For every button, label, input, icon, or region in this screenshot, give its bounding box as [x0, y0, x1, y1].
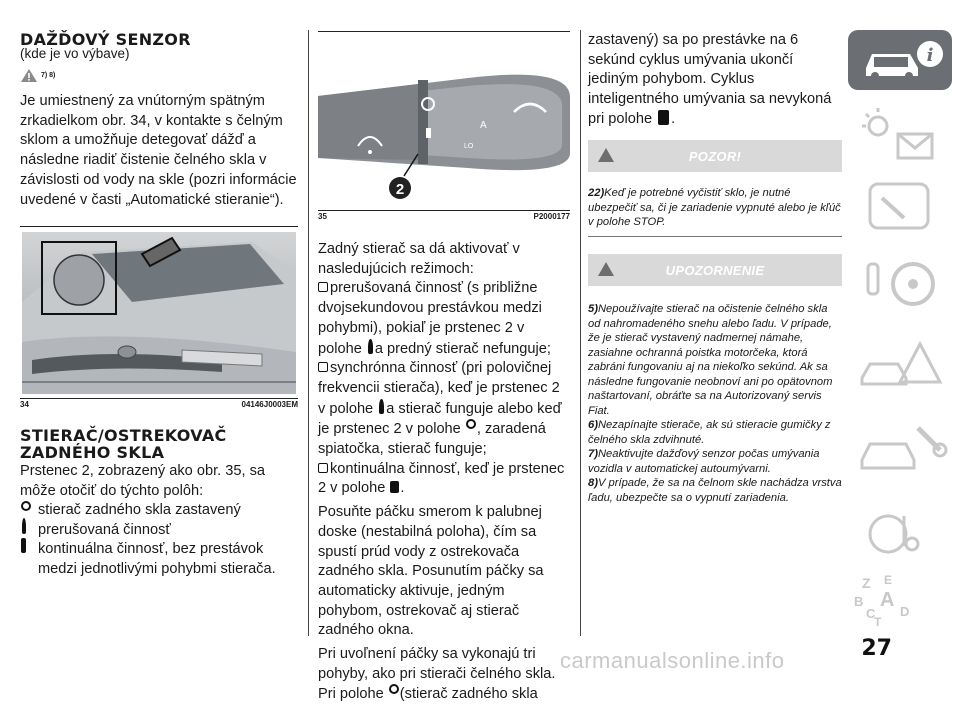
- rear-washer-text: Posuňte páčku smerom k palubnej doske (nestabilná poloha), čím sa spustí prúd vody z ostrekovača zadného skla. Posunutím páčky sa automaticky aktivuje, jedným pohybom, ostrekovač aj stierač zadného okna.: [318, 504, 544, 639]
- rain-sensor-refs: [20, 67, 55, 83]
- callout-2: 2: [395, 181, 405, 198]
- rain-sensor-subtitle: (kde je vo výbave): [20, 46, 130, 61]
- tab-warning-lights[interactable]: [848, 100, 952, 172]
- column-divider-2: [580, 30, 581, 636]
- lever-mark-lo: LO: [464, 143, 474, 150]
- caution-note-6: 6)Nezapínajte stierače, ak sú stieracie gumičky z čelného skla zdvihnuté.: [588, 419, 831, 446]
- car-wrench-icon: [848, 410, 952, 488]
- figure-34-code: 04146J0003EM: [241, 400, 298, 409]
- smart-wash-text: zastavený) sa po prestávke na 6 sekúnd cyklus umývania ukončí jediným pohybom. Cyklus inteligentného umývania sa nevykoná pri polohe .: [588, 32, 832, 127]
- svg-text:T: T: [874, 615, 882, 629]
- svg-text:Z: Z: [862, 575, 871, 591]
- figure-34-caption: [20, 398, 298, 409]
- watermark: carmanualsonline.info: [560, 648, 785, 673]
- index-letters-icon: [848, 572, 952, 628]
- tab-starting-driving[interactable]: [848, 246, 952, 322]
- caution-notes: [588, 302, 842, 505]
- ring-continuous-icon: [21, 538, 26, 553]
- figure-34-frame: [20, 226, 298, 227]
- rear-wiper-modes-intro: Zadný stierač sa dá aktivovať v nasledujúcich režimoch:: [318, 241, 520, 277]
- figure-35-number: 35: [318, 212, 327, 221]
- ring-off-icon: [389, 684, 399, 694]
- wiper-title-line2: ZADNÉHO SKLA: [20, 443, 165, 462]
- mode-stop: stierač zadného skla zastavený: [20, 501, 298, 521]
- warning-triangle-icon: [598, 148, 614, 162]
- wiper-title-line1: STIERAČ/OSTREKOVAČ: [20, 426, 227, 445]
- figure-35-code: P2000177: [533, 212, 570, 221]
- car-info-icon: [848, 30, 952, 90]
- caution-header: [588, 254, 842, 286]
- tab-maintenance[interactable]: [848, 410, 952, 488]
- caution-note-5: 5)Nepoužívajte stierač na očistenie čelného skla od nahromadeného snehu alebo ľadu. V prípade, že je stierač vystavený nadmernej námahe, zasiahne ochranná poistka motorčeka, ktorá zabráni fungovaniu aj na niekoľko sekúnd. Ak sa následne fungovanie neobnoví ani po opätovnom naštartovaní, obráťte sa na Autorizovaný servis Fiat.: [588, 303, 833, 417]
- multimedia-icon: [848, 496, 952, 572]
- checkbox-bullet-icon: [318, 463, 328, 473]
- rear-wiper-mode-1: prerušovaná činnosť (s približne dvojsekundovou prestávkou medzi pohybmi), pokiaľ je prstenec 2 v polohe a predný stierač nefunguje;: [318, 280, 551, 357]
- ring-off-icon: [21, 501, 31, 511]
- figure-35-frame: [318, 31, 570, 32]
- chapter-sidebar: [848, 0, 960, 678]
- tab-multimedia[interactable]: [848, 496, 952, 572]
- figure-35-lever-illustration: [318, 36, 570, 204]
- svg-text:A: A: [880, 589, 895, 611]
- ring-continuous-icon: [658, 110, 669, 125]
- tab-index[interactable]: [848, 572, 952, 628]
- checkbox-bullet-icon: [318, 282, 328, 292]
- warning-note-22: 22)Keď je potrebné vyčistiť sklo, je nutné ubezpečiť sa, či je zariadenie vypnuté alebo je kľúč v polohe STOP.: [588, 186, 842, 237]
- rear-wiper-mode-3: kontinuálna činnosť, keď je prstenec 2 v polohe .: [318, 460, 565, 497]
- warning-title: POZOR!: [688, 148, 742, 164]
- ring-intermittent-icon: [368, 339, 373, 354]
- ring-intermittent-icon: [22, 518, 26, 534]
- page-number: 27: [861, 636, 892, 661]
- caution-title: UPOZORNENIE: [665, 262, 765, 278]
- figure-34-car-photo: [22, 232, 296, 394]
- svg-text:B: B: [854, 594, 864, 609]
- rear-wiper-mode-2: synchrónna činnosť (pri polovičnej frekvencii stierača), keď je prstenec 2 v polohe a stierač funguje alebo keď je prstenec 2 v polohe , zaradená spiatočka, stierač funguje;: [318, 360, 562, 458]
- wiper-intro: Prstenec 2, zobrazený ako obr. 35, sa môže otočiť do týchto polôh:: [20, 463, 265, 499]
- mode-continuous: kontinuálna činnosť, bez prestávok medzi jednotlivými pohybmi stierača.: [20, 540, 298, 579]
- release-lever-text: Pri uvoľnení páčky sa vykonajú tri pohyby, ako pri stierači čelného skla. Pri polohe (stierač zadného skla: [318, 646, 556, 703]
- svg-text:C: C: [866, 606, 876, 621]
- lever-letter-a: A: [480, 120, 487, 131]
- crash-triangle-icon: [848, 330, 952, 402]
- figure-35-caption: [318, 210, 570, 221]
- rear-wiper-text: [318, 240, 570, 705]
- steering-wheel-icon: [848, 246, 952, 322]
- ring-continuous-icon: [390, 481, 399, 493]
- caution-note-7: 7)Neaktivujte dažďový senzor počas umývania vozidla v automatickej autoumývarni.: [588, 448, 820, 475]
- mode-intermittent: prerušovaná činnosť: [20, 521, 298, 541]
- svg-text:E: E: [884, 573, 893, 587]
- tab-emergency[interactable]: [848, 330, 952, 402]
- figure-34-number: 34: [20, 400, 29, 409]
- svg-text:D: D: [900, 604, 910, 619]
- tab-car-info[interactable]: [848, 30, 952, 90]
- seatbelt-icon: [848, 176, 952, 238]
- column-divider-1: [308, 30, 309, 636]
- wiper-title: [20, 427, 227, 461]
- warning-triangle-icon: [20, 68, 38, 83]
- tab-safety[interactable]: [848, 176, 952, 238]
- warning-references: 7) 8): [41, 71, 56, 79]
- caution-car-icon: [598, 262, 614, 276]
- rain-sensor-text: Je umiestnený za vnútorným spätným zrkadielkom obr. 34, v kontakte s čelným sklom a umožňuje detegovať dážď a následne riadiť čistenie čelného skla v závislosti od vody na skle (pozri informácie uvedené v časti „Automatické stieranie“).: [20, 93, 297, 208]
- caution-note-8: 8)V prípade, že sa na čelnom skle nachádza vrstva ľadu, ubezpečte sa o vypnutí zariadenia.: [588, 477, 842, 504]
- ring-intermittent-icon: [379, 399, 384, 414]
- ring-off-icon: [466, 419, 476, 429]
- warning-header: [588, 140, 842, 172]
- info-letter: i: [926, 45, 934, 66]
- warning-lights-icon: [848, 100, 952, 172]
- checkbox-bullet-icon: [318, 362, 328, 372]
- rain-sensor-title: DAŽĎOVÝ SENZOR: [20, 30, 191, 49]
- wiper-mode-list: [20, 501, 298, 580]
